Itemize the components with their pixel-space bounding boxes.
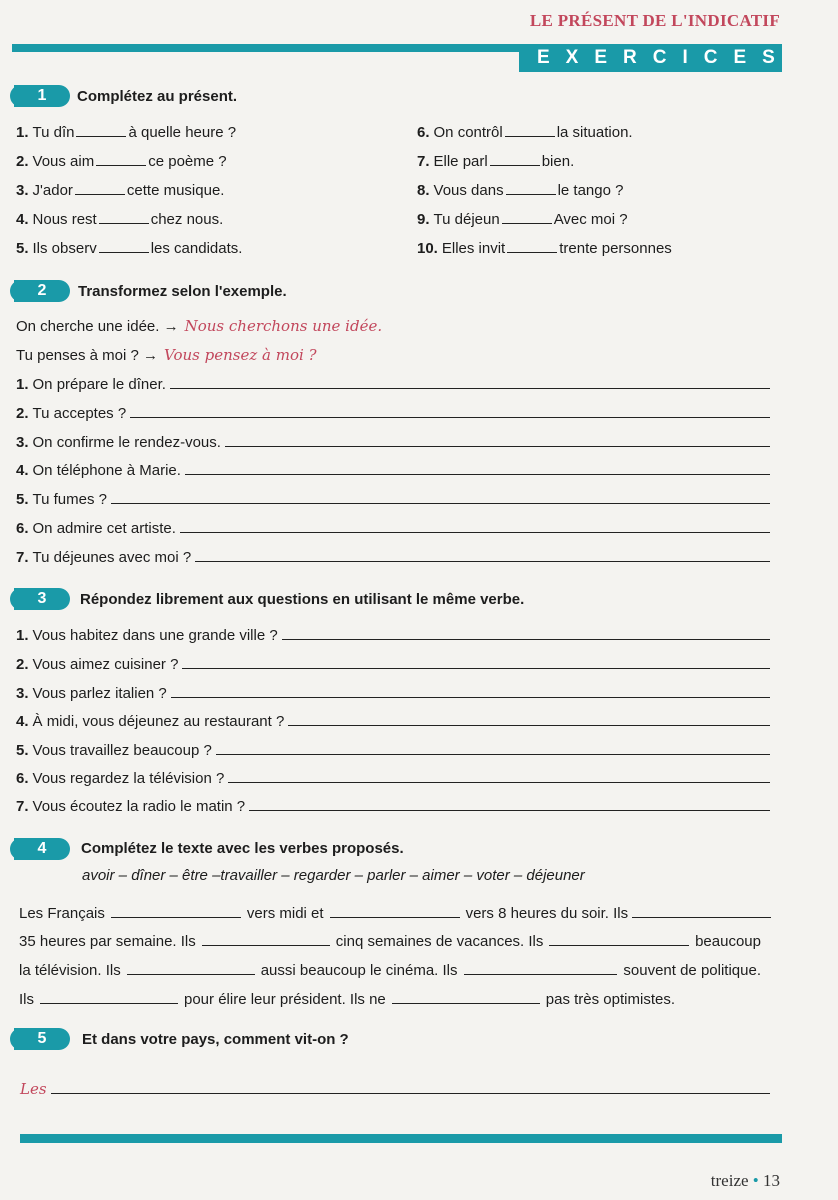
- exercise-number-badge: 1: [14, 85, 70, 107]
- answer-line[interactable]: [288, 712, 770, 726]
- answer-blank[interactable]: [96, 152, 146, 166]
- answer-line[interactable]: [180, 519, 770, 533]
- answer-line[interactable]: [185, 461, 770, 475]
- answer-blank[interactable]: [505, 123, 555, 137]
- exercise-item: 2. Tu acceptes ?: [16, 404, 770, 422]
- answer-blank[interactable]: [99, 210, 149, 224]
- answer-blank[interactable]: [75, 181, 125, 195]
- exercise-item: 3. J'ador cette musique.: [16, 182, 225, 199]
- answer-line[interactable]: [182, 655, 770, 669]
- page-number: 13: [763, 1171, 780, 1190]
- exercise-title: Répondez librement aux questions en utilisant le même verbe.: [80, 591, 525, 608]
- exercise-title: Transformez selon l'exemple.: [78, 283, 287, 300]
- answer-blank[interactable]: [632, 904, 771, 918]
- exercices-band: EXERCICES: [519, 44, 782, 72]
- answer-line[interactable]: [130, 404, 770, 418]
- answer-line[interactable]: [111, 490, 770, 504]
- exercise-title: Complétez le texte avec les verbes proposés.: [81, 840, 404, 857]
- exercise-item: 1. Tu dîn à quelle heure ?: [16, 124, 237, 141]
- text-line: la télévision. Ils aussi beaucoup le cinéma. Ils souvent de politique.: [19, 962, 761, 979]
- page-word: treize: [710, 1171, 749, 1190]
- exercise-item: 1. Vous habitez dans une grande ville ?: [16, 626, 770, 644]
- text-line: Ils pour élire leur président. Ils ne pas très optimistes.: [19, 991, 675, 1008]
- answer-blank[interactable]: [40, 990, 178, 1004]
- exercise-item: 5. Vous travaillez beaucoup ?: [16, 741, 770, 759]
- exercise-item: 2. Vous aimez cuisiner ?: [16, 655, 770, 673]
- handwritten-answer: Nous cherchons une idée.: [184, 317, 383, 335]
- answer-blank[interactable]: [202, 932, 330, 946]
- handwritten-answer: Vous pensez à moi ?: [164, 346, 317, 364]
- exercise-item: 7. Elle parl bien.: [417, 153, 575, 170]
- exercise-number-badge: 3: [14, 588, 70, 610]
- handwritten-start: Les: [20, 1080, 47, 1098]
- text-line: 35 heures par semaine. Ils cinq semaines de vacances. Ils beaucoup: [19, 933, 761, 950]
- text-line: Les Français vers midi et vers 8 heures du soir. Ils: [19, 904, 771, 922]
- answer-line[interactable]: [249, 797, 770, 811]
- answer-line[interactable]: [228, 769, 770, 783]
- verb-list: avoir – dîner – être –travailler – regarder – parler – aimer – voter – déjeuner: [82, 867, 585, 884]
- exercise-item: 8. Vous dans le tango ?: [417, 182, 624, 199]
- exercise-item: 5. Tu fumes ?: [16, 490, 770, 508]
- answer-line[interactable]: [170, 375, 770, 389]
- answer-line-row: [20, 1080, 770, 1098]
- exercise-item: 4. À midi, vous déjeunez au restaurant ?: [16, 712, 770, 730]
- answer-blank[interactable]: [111, 904, 241, 918]
- exercise-item: 4. On téléphone à Marie.: [16, 461, 770, 479]
- exercise-number-badge: 2: [14, 280, 70, 302]
- exercise-item: 9. Tu déjeun Avec moi ?: [417, 211, 628, 228]
- exercise-item: 5. Ils observ les candidats.: [16, 240, 243, 257]
- exercise-item: 2. Vous aim ce poème ?: [16, 153, 227, 170]
- answer-blank[interactable]: [506, 181, 556, 195]
- exercise-title: Complétez au présent.: [77, 88, 238, 105]
- exercise-number-badge: 4: [14, 838, 70, 860]
- answer-blank[interactable]: [490, 152, 540, 166]
- exercise-item: 6. Vous regardez la télévision ?: [16, 769, 770, 787]
- answer-blank[interactable]: [330, 904, 460, 918]
- answer-line[interactable]: [171, 684, 770, 698]
- exercise-item: 6. On contrôl la situation.: [417, 124, 633, 141]
- answer-line[interactable]: [282, 626, 770, 640]
- exercise-item: 3. On confirme le rendez-vous.: [16, 433, 770, 451]
- answer-blank[interactable]: [99, 239, 149, 253]
- exercise-item: 3. Vous parlez italien ?: [16, 684, 770, 702]
- answer-line[interactable]: [51, 1080, 770, 1094]
- footer-bullet: •: [752, 1171, 759, 1190]
- answer-blank[interactable]: [507, 239, 557, 253]
- page-footer: [711, 1171, 780, 1191]
- exercise-item: 7. Vous écoutez la radio le matin ?: [16, 797, 770, 815]
- exercise-item: 6. On admire cet artiste.: [16, 519, 770, 537]
- answer-blank[interactable]: [502, 210, 552, 224]
- answer-line[interactable]: [225, 433, 770, 447]
- exercise-item: 10. Elles invit trente personnes: [417, 240, 672, 257]
- answer-line[interactable]: [195, 548, 770, 562]
- example-line: Tu penses à moi ? → Vous pensez à moi ?: [16, 346, 317, 364]
- answer-blank[interactable]: [464, 961, 618, 975]
- example-line: On cherche une idée. → Nous cherchons une idée.: [16, 317, 383, 335]
- exercise-item: 7. Tu déjeunes avec moi ?: [16, 548, 770, 566]
- bottom-rule: [20, 1134, 782, 1143]
- answer-blank[interactable]: [127, 961, 255, 975]
- exercise-title: Et dans votre pays, comment vit-on ?: [82, 1031, 349, 1048]
- exercise-item: 1. On prépare le dîner.: [16, 375, 770, 393]
- answer-blank[interactable]: [392, 990, 540, 1004]
- exercise-item: 4. Nous rest chez nous.: [16, 211, 224, 228]
- answer-line[interactable]: [216, 741, 770, 755]
- exercise-number-badge: 5: [14, 1028, 70, 1050]
- chapter-title: LE PRÉSENT DE L'INDICATIF: [529, 11, 780, 30]
- answer-blank[interactable]: [549, 932, 689, 946]
- answer-blank[interactable]: [76, 123, 126, 137]
